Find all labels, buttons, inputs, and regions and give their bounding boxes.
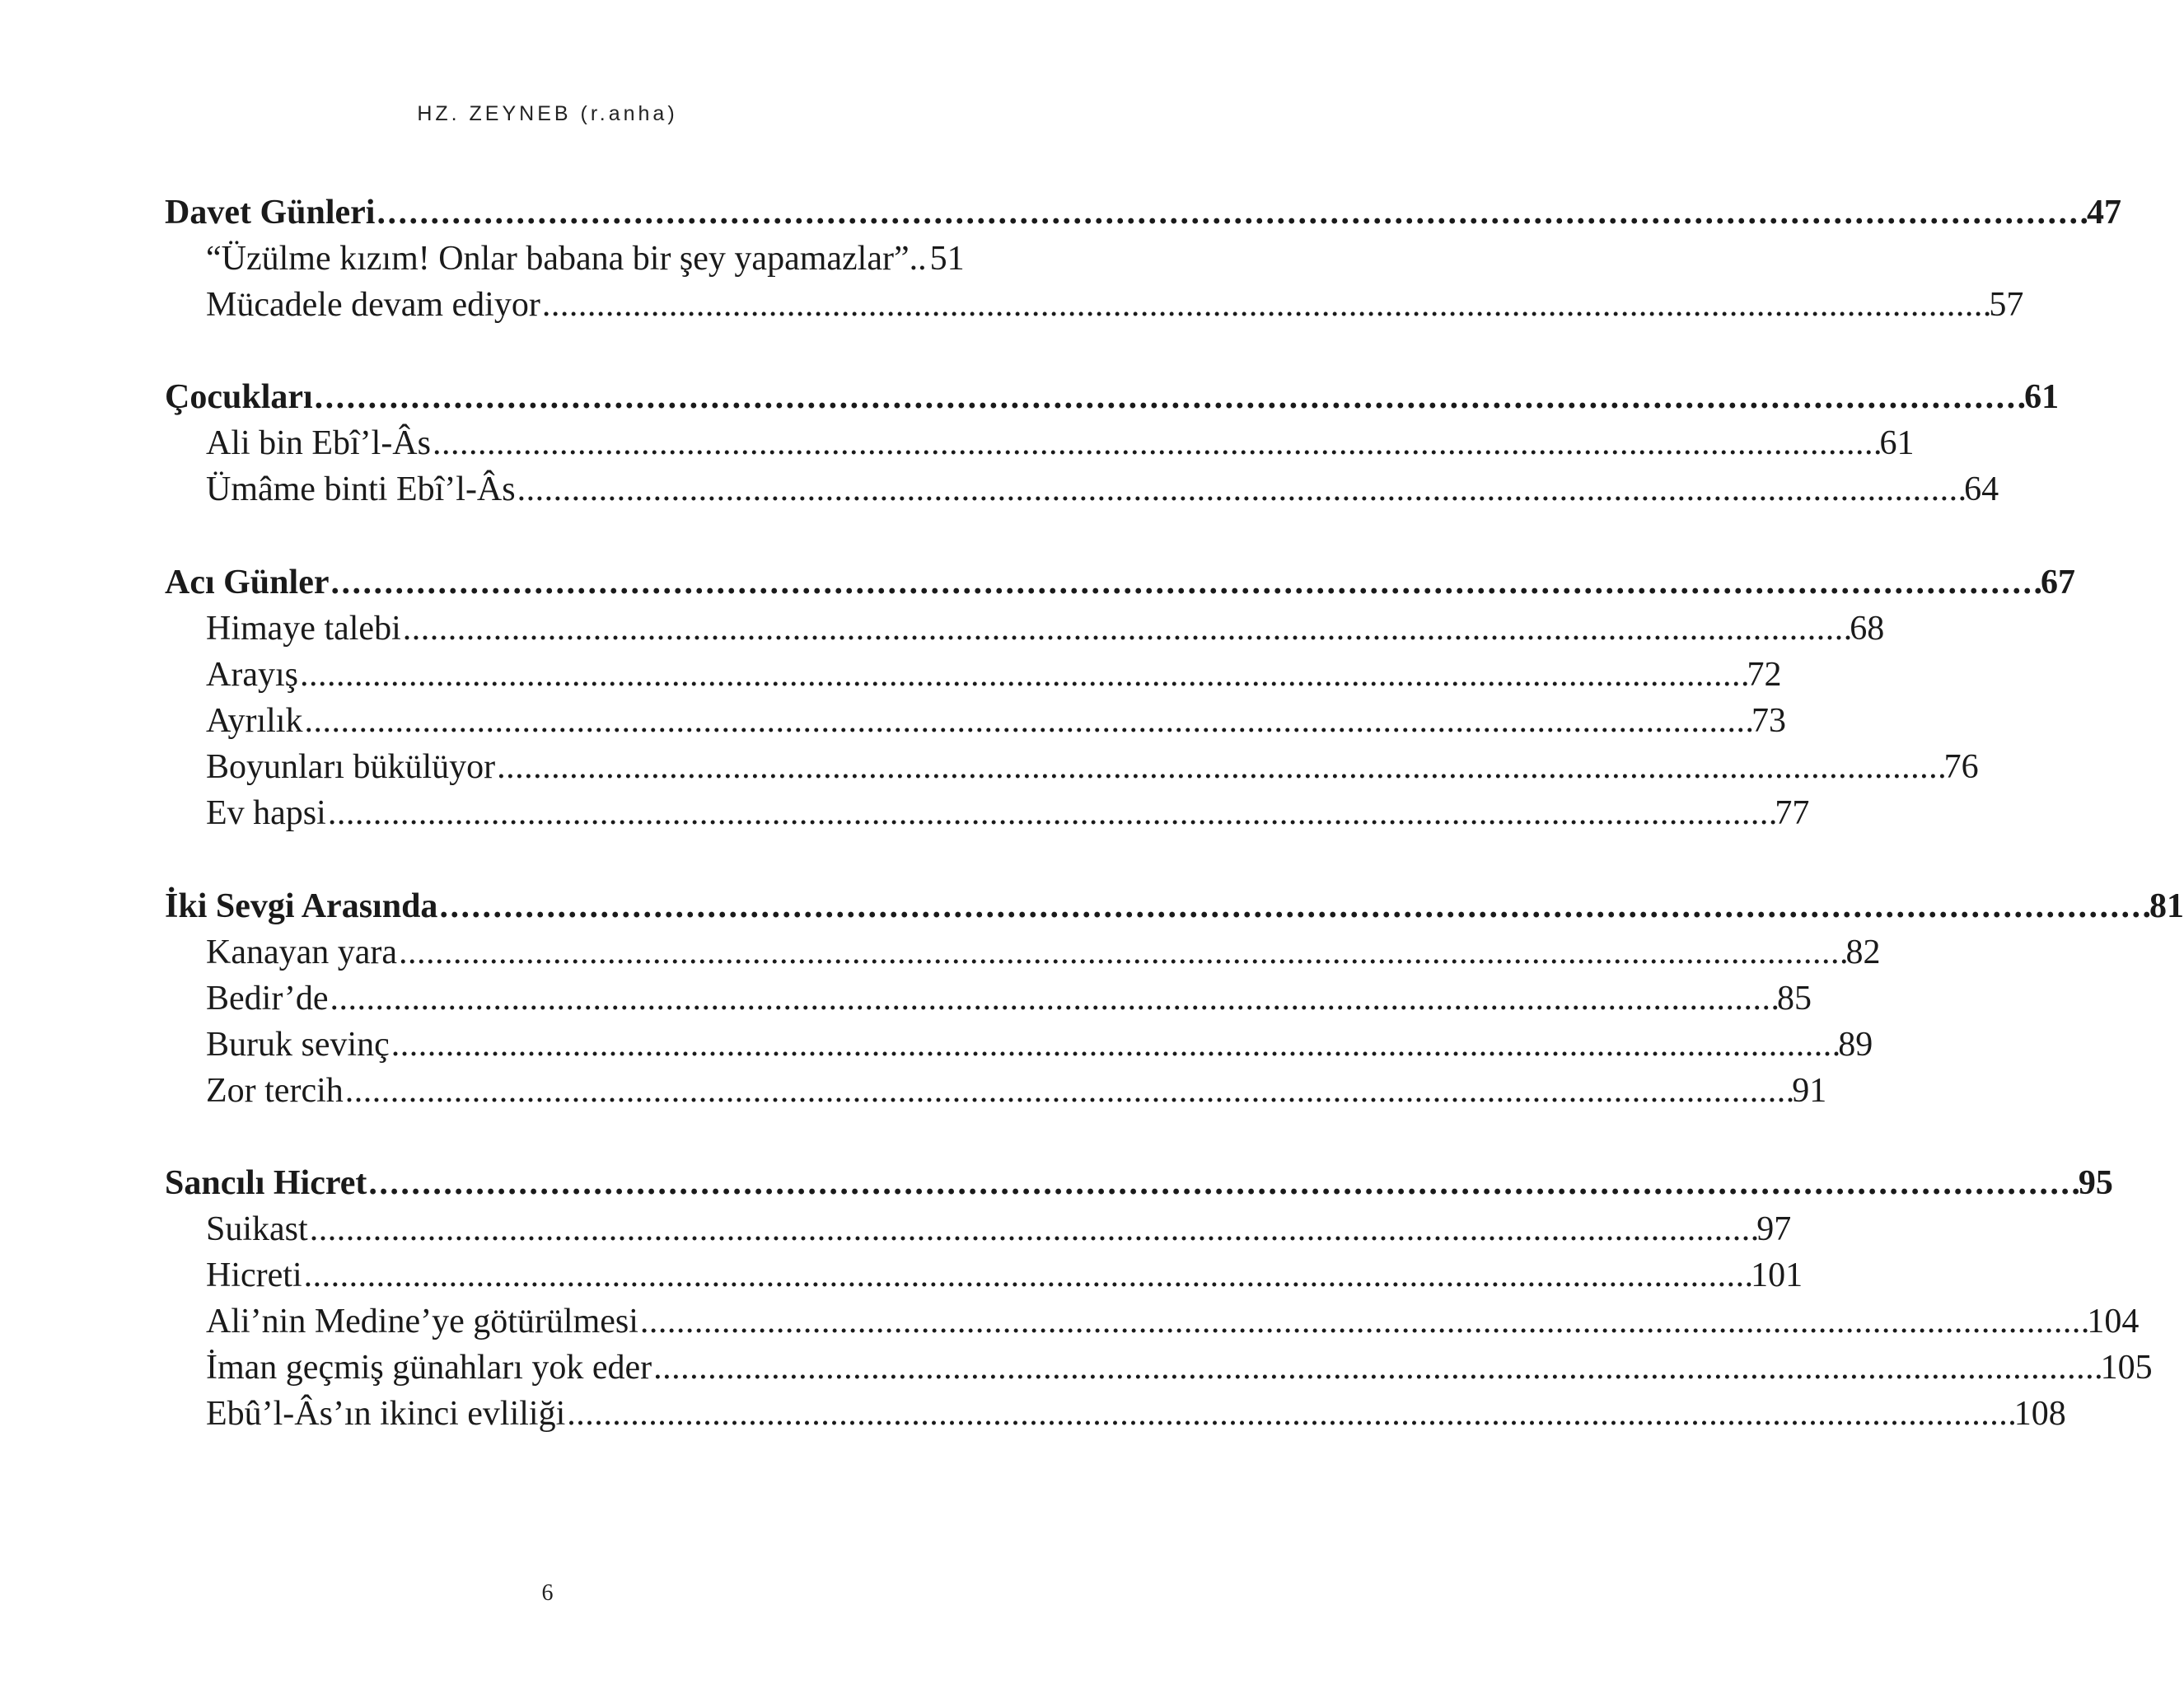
dot-leader (567, 1394, 2013, 1434)
section-title: Buruk sevinç (206, 1026, 390, 1064)
page-number: 47 (2086, 194, 2121, 232)
toc-section-entry (206, 1025, 1873, 1071)
page-number: 97 (1756, 1210, 1792, 1248)
page-number: 85 (1777, 980, 1812, 1018)
dot-leader (345, 1071, 1791, 1111)
toc-section-entry (206, 655, 1782, 701)
section-title: Mücadele devam ediyor (206, 286, 540, 324)
page-number: 105 (2100, 1349, 2153, 1387)
chapter-title: Çocukları (165, 378, 313, 416)
page-number: 108 (2013, 1395, 2066, 1433)
section-title: Ev hapsi (206, 794, 326, 832)
section-title: Ebû’l-Âs’ın ikinci evliliği (206, 1395, 566, 1433)
page-number: 72 (1747, 656, 1782, 694)
dot-leader (304, 701, 1750, 741)
page-number: 64 (1964, 470, 1999, 508)
dot-leader (439, 887, 2148, 926)
dot-leader (640, 1302, 2086, 1341)
page-number: 89 (1838, 1026, 1873, 1064)
chapter-title: Sancılı Hicret (165, 1164, 367, 1202)
page-number: 76 (1943, 748, 1979, 786)
dot-leader (300, 655, 1746, 695)
toc-section-entry (206, 1302, 2140, 1348)
chapter-title: Acı Günler (165, 564, 330, 601)
dot-leader (403, 609, 1849, 648)
section-title: Zor tercih (206, 1072, 344, 1110)
dot-leader (653, 1348, 2099, 1387)
dot-leader (433, 423, 1878, 463)
toc-section-entry (206, 701, 1786, 747)
page-number: 73 (1751, 702, 1786, 740)
chapter-title: Davet Günleri (165, 194, 376, 232)
toc-section-entry (206, 1348, 2153, 1394)
dot-leader (399, 933, 1845, 972)
section-title: “Üzülme kızım! Onlar babana bir şey yapamazlar”.. (206, 240, 927, 278)
page-number: 61 (1879, 424, 1915, 462)
page-number: 81 (2149, 887, 2184, 925)
section-title: Ali bin Ebî’l-Âs (206, 424, 431, 462)
section-title: Boyunları bükülüyor (206, 748, 496, 786)
page-number: 51 (929, 240, 965, 278)
toc-chapter-entry (165, 377, 2060, 423)
page-folio: 6 (541, 1580, 554, 1606)
toc-chapter-entry (165, 563, 2075, 609)
section-title: Hicreti (206, 1256, 302, 1294)
toc-section-entry (206, 793, 1810, 840)
page-number: 68 (1850, 610, 1885, 648)
page-number: 104 (2087, 1303, 2140, 1340)
section-title: Himaye talebi (206, 610, 401, 648)
dot-leader (376, 193, 2085, 232)
toc-section-entry (206, 470, 1999, 516)
section-title: Suikast (206, 1210, 308, 1248)
toc-section-entry (206, 747, 1979, 793)
dot-leader (330, 979, 1776, 1018)
toc-section-entry (206, 1256, 1803, 1302)
toc-section-entry (206, 423, 1915, 470)
section-title: Bedir’de (206, 980, 329, 1018)
toc-chapter-entry (165, 193, 2121, 239)
toc-section-entry (206, 1209, 1792, 1256)
dot-leader (330, 563, 2039, 602)
chapter-title: İki Sevgi Arasında (165, 887, 438, 925)
dot-leader (497, 747, 1943, 787)
page-number: 77 (1775, 794, 1810, 832)
dot-leader (310, 1209, 1756, 1249)
dot-leader (542, 285, 1988, 325)
toc-section-entry (206, 979, 1812, 1025)
toc-section-entry (206, 1071, 1827, 1117)
dot-leader (368, 1163, 2077, 1203)
page-number: 101 (1751, 1256, 1803, 1294)
running-head: HZ. ZEYNEB (r.anha) (417, 102, 678, 125)
toc-chapter-entry (165, 1163, 2113, 1209)
section-title: Ali’nin Medine’ye götürülmesi (206, 1303, 638, 1340)
section-title: Ümâme binti Ebî’l-Âs (206, 470, 516, 508)
dot-leader (315, 377, 2023, 417)
toc-section-entry (206, 239, 965, 285)
toc-section-entry (206, 1394, 2066, 1440)
dot-leader (517, 470, 1963, 509)
section-title: Ayrılık (206, 702, 303, 740)
page-number: 91 (1792, 1072, 1827, 1110)
section-title: Kanayan yara (206, 933, 398, 971)
toc-chapter-entry (165, 887, 2184, 933)
section-title: İman geçmiş günahları yok eder (206, 1349, 652, 1387)
dot-leader (328, 793, 1774, 833)
dot-leader (391, 1025, 1837, 1064)
page-number: 61 (2024, 378, 2060, 416)
section-title: Arayış (206, 656, 298, 694)
toc-section-entry (206, 609, 1885, 655)
toc-section-entry (206, 933, 1881, 979)
page-number: 57 (1989, 286, 2024, 324)
page-number: 67 (2040, 564, 2075, 601)
dot-leader (304, 1256, 1750, 1295)
page-number: 95 (2078, 1164, 2113, 1202)
toc-section-entry (206, 285, 2024, 331)
page-number: 82 (1845, 933, 1881, 971)
